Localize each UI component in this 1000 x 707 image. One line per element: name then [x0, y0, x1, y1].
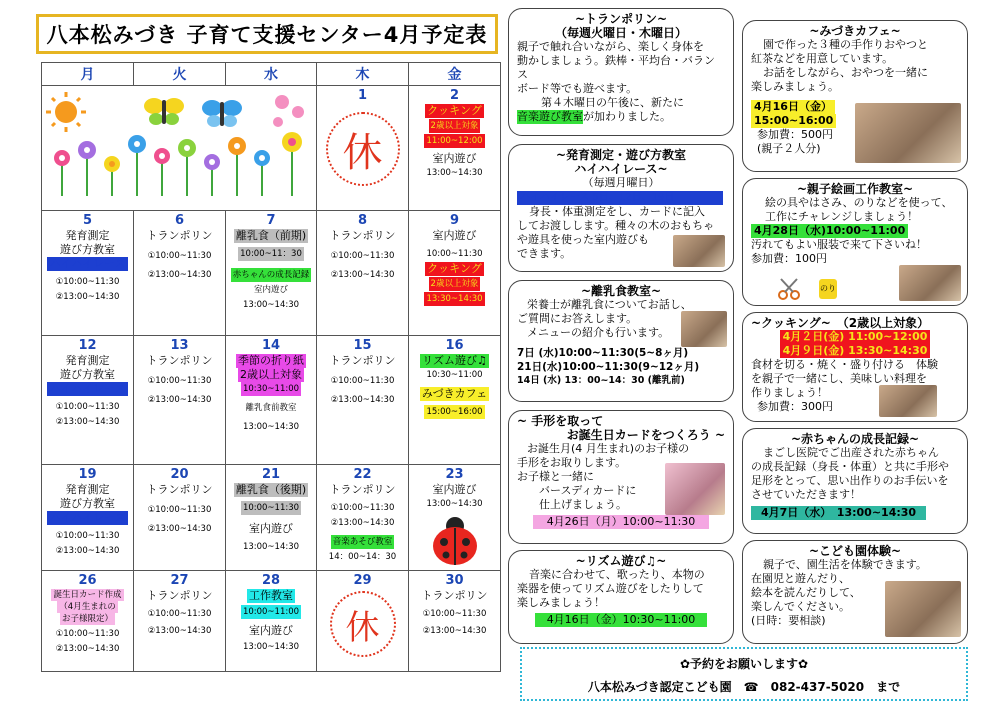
- date-number: 19: [78, 467, 97, 482]
- spring-illustration: [42, 86, 317, 211]
- weekday-wed: 水: [226, 63, 317, 86]
- date-number: 15: [353, 338, 372, 353]
- event-label: 室内遊び: [249, 624, 293, 637]
- glue-icon: のり: [819, 279, 837, 299]
- event-time: 11:00~12:00: [426, 136, 483, 146]
- date-number: 8: [357, 213, 368, 228]
- event-note: お子様限定）: [61, 614, 113, 624]
- event-highlight: ハイハイレース: [49, 382, 126, 395]
- box-text: 音楽に合わせて、歌ったり、本物の: [529, 568, 705, 581]
- box-text: 手形をお取りします。: [517, 456, 627, 469]
- event-time: ①10:00~11:30: [330, 376, 395, 386]
- event-time: 13:00~14:30: [242, 422, 300, 432]
- date-number: 13: [170, 338, 189, 353]
- event-time: ②13:00~14:30: [330, 518, 395, 528]
- box-seicho: [742, 428, 968, 534]
- ladybug-icon: [427, 514, 483, 566]
- day-8: [317, 211, 409, 336]
- box-highlight: 4月16日（金）: [751, 100, 835, 114]
- day-22: [317, 465, 409, 571]
- box-text: 作りましょう！: [751, 386, 828, 399]
- event-time: ②13:00~14:30: [55, 292, 120, 302]
- event-time: ②13:00~14:30: [55, 644, 120, 654]
- box-text: ご質問にお答えします。: [517, 312, 638, 325]
- box-text: 参加費：100円: [751, 252, 827, 265]
- box-title: ~トランポリン~: [574, 12, 668, 26]
- box-highlight: ハイハイレース 5日、12日、19日: [517, 191, 723, 205]
- event-time: 10:30~11:00: [242, 384, 300, 394]
- box-text: 絵の具やはさみ、のりなどを使って、工作にチャレンジしましょう！: [765, 196, 953, 223]
- event-time: 10:00~11:30: [426, 249, 483, 259]
- day-27: [134, 571, 226, 672]
- scissors-icon: [777, 277, 803, 301]
- box-text: バースディカードに: [539, 484, 637, 497]
- box-text: 紅茶などを用意しています。: [751, 52, 894, 65]
- date-number: 16: [445, 338, 464, 353]
- event-note: 2歳以上対象: [430, 121, 479, 131]
- box-text: の成長記録（身長・体重）と共に手形や: [751, 460, 949, 473]
- box-text: 足形をとって、思い出作りのお手伝いを: [751, 474, 949, 487]
- page-title: 八本松みづき 子育て支援センター4月予定表: [36, 14, 498, 54]
- box-highlight: 4月２日(金) 11:00~12:00: [780, 330, 931, 344]
- event-time: 10:00~11:00: [242, 607, 300, 617]
- event-time: ②13:00~14:30: [147, 626, 212, 636]
- event-time: 10:30~11:00: [426, 370, 483, 380]
- box-text: 食材を切る・焼く・盛り付ける 体験: [751, 358, 938, 371]
- event-highlight: 赤ちゃんの成長記録: [232, 270, 310, 280]
- photo-card: [665, 463, 725, 515]
- box-title: お誕生日カードをつくろう ~: [566, 428, 725, 442]
- box-text: 楽しみましょう！: [517, 596, 605, 609]
- date-number: 1: [357, 88, 368, 103]
- calendar: [41, 62, 501, 672]
- date-number: 12: [78, 338, 97, 353]
- day-14: [226, 336, 317, 465]
- event-time: ②13:00~14:30: [55, 417, 120, 427]
- weekday-tue: 火: [134, 63, 226, 86]
- box-highlight: 音楽遊び教室: [517, 110, 583, 123]
- box-highlight: 15:00~16:00: [751, 114, 836, 128]
- box-text: メニューの紹介も行います。: [527, 326, 670, 339]
- box-kodomo: [742, 540, 968, 644]
- event-label: 離乳食前教室: [245, 403, 297, 413]
- event-time: 10:00~11:30: [242, 503, 300, 513]
- box-text: 楽器を使ってリズム遊びをしたりして: [517, 582, 704, 595]
- event-time: ①10:00~11:30: [55, 531, 120, 541]
- event-label: トランポリン: [146, 589, 213, 602]
- event-time: ①10:00~11:30: [330, 251, 395, 261]
- event-label: トランポリン: [329, 483, 396, 496]
- photo-cafe: [855, 103, 961, 163]
- box-text: まごし医院でご出産された赤ちゃん: [763, 446, 939, 459]
- event-label: 室内遊び: [432, 483, 477, 496]
- event-label: トランポリン: [329, 229, 396, 242]
- day-19: [42, 465, 134, 571]
- box-text: できます。: [517, 247, 572, 260]
- reservation-footer: [520, 647, 968, 701]
- event-time: ①10:00~11:30: [55, 277, 120, 287]
- event-time: 15:00~16:00: [426, 407, 483, 417]
- day-21: [226, 465, 317, 571]
- box-text: 動かしましょう。鉄棒・平均台・バランス: [517, 54, 715, 81]
- box-title: ~離乳食教室~: [580, 284, 662, 298]
- date-number: 20: [170, 467, 189, 482]
- box-text: を親子で一緒にし、美味しい料理を: [751, 372, 927, 385]
- date-number: 5: [82, 213, 93, 228]
- box-text: (日時：要相談): [751, 614, 826, 627]
- box-title: ~親子絵画工作教室~: [796, 182, 914, 196]
- box-schedule: 21日(水)10:00~11:30(9~12ヶ月): [517, 361, 700, 373]
- event-time: ②13:00~14:30: [147, 524, 212, 534]
- date-number: 30: [445, 573, 464, 588]
- event-label: 発育測定: [65, 354, 110, 367]
- box-cooking: [742, 312, 968, 422]
- event-label: 室内遊び: [253, 285, 288, 295]
- box-tegata: [508, 410, 734, 544]
- day-2: [409, 86, 501, 211]
- event-highlight: 音楽あそび教室: [332, 537, 393, 547]
- box-cafe: [742, 20, 968, 172]
- event-time: ①10:00~11:30: [147, 609, 212, 619]
- box-text: お子様と一緒に: [517, 470, 594, 483]
- weekday-mon: 月: [42, 63, 134, 86]
- day-30: [409, 571, 501, 672]
- event-label: 発育測定: [65, 229, 110, 242]
- weekday-thu: 木: [317, 63, 409, 86]
- photo-food: [681, 311, 727, 347]
- box-highlight: 4月16日（金）10:30~11:00: [535, 613, 708, 627]
- date-number: 23: [445, 467, 464, 482]
- box-text: 在園児と遊んだり、: [751, 572, 850, 585]
- event-label: トランポリン: [146, 354, 213, 367]
- event-time: ②13:00~14:30: [330, 270, 395, 280]
- day-1: [317, 86, 409, 211]
- box-text: や遊具を使った室内遊びも: [517, 233, 649, 246]
- date-number: 27: [170, 573, 189, 588]
- event-label: トランポリン: [146, 229, 213, 242]
- event-time: ①10:00~11:30: [147, 251, 212, 261]
- day-9: [409, 211, 501, 336]
- date-number: 2: [449, 88, 460, 103]
- event-highlight: 離乳食（前期): [235, 229, 307, 242]
- event-time: ②13:00~14:30: [55, 546, 120, 556]
- box-title: ~赤ちゃんの成長記録~: [790, 432, 920, 446]
- footer-note: ✿予約をお願いします✿: [679, 657, 809, 671]
- photo-kindergarten: [885, 581, 961, 637]
- box-text: 第４木曜日の午後に、新たに: [541, 96, 684, 109]
- event-highlight: リズム遊び♫: [422, 354, 487, 367]
- box-text: 汚れてもよい服装で来て下さいね！: [751, 238, 927, 251]
- event-time: ②13:00~14:30: [147, 395, 212, 405]
- footer-contact: 八本松みづき認定こども園 ☎ 082-437-5020 まで: [587, 680, 901, 694]
- box-rinyu: [508, 280, 734, 402]
- box-trampoline: [508, 8, 734, 136]
- box-title: ~みづきカフェ~: [809, 24, 901, 38]
- day-28: [226, 571, 317, 672]
- event-time: ②13:00~14:30: [422, 626, 487, 636]
- day-16: [409, 336, 501, 465]
- event-time: 13:30~14:30: [426, 294, 483, 304]
- photo-cooking: [879, 385, 937, 417]
- day-7: [226, 211, 317, 336]
- weekday-fri: 金: [409, 63, 501, 86]
- event-highlight: 離乳食（後期): [235, 483, 307, 496]
- date-number: 9: [449, 213, 460, 228]
- event-highlight: ハイハイレース: [49, 511, 126, 524]
- box-text: 親子で、園生活を体験できます。: [763, 558, 927, 571]
- event-time: 13:00~14:30: [426, 168, 483, 178]
- box-schedule: 7日 (水)10:00~11:30(5~8ヶ月): [517, 347, 689, 359]
- event-time: ①10:00~11:30: [147, 376, 212, 386]
- date-number: 21: [261, 467, 281, 482]
- event-label: トランポリン: [329, 354, 396, 367]
- box-hatsuiku: [508, 144, 734, 272]
- date-number: 22: [353, 467, 372, 482]
- day-6: [134, 211, 226, 336]
- box-highlight: 4月7日（水） 13:00~14:30: [751, 506, 926, 520]
- event-note: 2歳以上対象: [240, 368, 302, 381]
- box-highlight: 4月26日（月）10:00~11:30: [533, 515, 710, 529]
- box-text: 親子で触れ合いながら、楽しく身体を: [517, 40, 704, 53]
- box-text: 身長・体重測定をし、カードに記入: [529, 205, 705, 218]
- date-number: 29: [353, 573, 372, 588]
- event-time: ①10:00~11:30: [422, 609, 487, 619]
- box-schedule: 14日 (水) 13：00~14：30 (離乳前): [517, 375, 685, 386]
- box-text: 楽しみましょう。: [751, 80, 839, 93]
- box-rhythm: [508, 550, 734, 644]
- event-label: 遊び方教室: [60, 243, 115, 256]
- box-title: ~リズム遊び♫~: [575, 554, 667, 568]
- box-subtitle: （毎週火曜日・木曜日）: [554, 26, 687, 40]
- box-text: してお渡しします。種々の木のおもちゃ: [517, 219, 715, 232]
- box-text: 参加費：300円: [757, 400, 833, 413]
- event-highlight: 工作教室: [249, 589, 293, 602]
- box-highlight: 4月28日（水)10:00~11:00: [751, 224, 908, 238]
- date-number: 6: [174, 213, 185, 228]
- date-number: 7: [266, 213, 276, 228]
- box-text: させていただきます！: [751, 488, 861, 501]
- box-text: ボード等でも遊べます。: [517, 82, 638, 95]
- box-title: ~こども園体験~: [808, 544, 902, 558]
- box-text: 仕上げましょう。: [539, 498, 627, 511]
- event-note: 2歳以上対象: [430, 279, 479, 289]
- box-text: (親子２人分): [757, 142, 821, 155]
- day-12: [42, 336, 134, 465]
- box-kaiga: [742, 178, 968, 306]
- day-26: [42, 571, 134, 672]
- day-23: [409, 465, 501, 571]
- day-15: [317, 336, 409, 465]
- event-label: トランポリン: [421, 589, 488, 602]
- photo-craft: [899, 265, 961, 301]
- event-highlight: ハイハイレース: [49, 257, 126, 270]
- event-cooking: クッキング: [427, 262, 482, 275]
- box-text: 絵本を読んだりして、: [751, 586, 861, 599]
- box-text: 園で作った３種の手作りおやつと: [763, 38, 928, 51]
- event-time: ②13:00~14:30: [330, 395, 395, 405]
- event-label: 室内遊び: [432, 152, 477, 165]
- event-label: 遊び方教室: [60, 497, 115, 510]
- box-title: ハイハイレース~: [574, 162, 668, 176]
- day-5: [42, 211, 134, 336]
- event-note: （4月生まれの: [59, 602, 116, 612]
- box-text: 楽しんでください。: [751, 600, 850, 613]
- box-text: お話をしながら、おやつを一緒に: [763, 66, 928, 79]
- event-highlight: 誕生日カード作成: [53, 590, 122, 600]
- event-time: 13:00~14:30: [426, 499, 483, 509]
- event-time: 10:00~11：30: [240, 249, 302, 259]
- event-label: 遊び方教室: [60, 368, 115, 381]
- box-title: ~発育測定・遊び方教室: [555, 148, 687, 162]
- box-text: 栄養士が離乳食についてお話し、: [527, 298, 692, 311]
- event-time: ①10:00~11:30: [55, 629, 120, 639]
- day-13: [134, 336, 226, 465]
- box-text: 参加費：500円: [757, 128, 833, 141]
- event-cooking: クッキング: [427, 104, 482, 117]
- day-20: [134, 465, 226, 571]
- event-label: 室内遊び: [432, 229, 477, 242]
- event-time: 13:00~14:30: [242, 642, 300, 652]
- box-title: ~ 手形を取って: [517, 414, 604, 428]
- date-number: 26: [78, 573, 97, 588]
- event-highlight: 季節の折り紙: [238, 354, 304, 367]
- event-time: 14：00~14：30: [328, 552, 397, 562]
- box-text: が加わりました。: [583, 110, 671, 123]
- event-label: 室内遊び: [249, 522, 293, 535]
- photo-playing: [673, 235, 725, 267]
- box-highlight: 4月９日(金) 13:30~14:30: [780, 344, 931, 358]
- event-time: 13:00~14:30: [242, 542, 300, 552]
- closed-mark: 休: [330, 591, 396, 657]
- box-text: お誕生月(4 月生まれ)のお子様の: [527, 442, 690, 455]
- date-number: 14: [261, 338, 281, 353]
- event-time: 13:00~14:30: [242, 300, 300, 310]
- event-time: ②13:00~14:30: [147, 270, 212, 280]
- event-time: ①10:00~11:30: [55, 402, 120, 412]
- flower-garden-icon: [42, 86, 317, 206]
- event-label: 発育測定: [65, 483, 110, 496]
- event-label: トランポリン: [146, 483, 213, 496]
- event-time: ①10:00~11:30: [330, 503, 395, 513]
- event-time: ①10:00~11:30: [147, 505, 212, 515]
- box-subtitle: （毎週月曜日）: [582, 176, 660, 189]
- closed-mark: 休: [326, 112, 400, 186]
- event-highlight: みづきカフェ: [421, 387, 488, 400]
- day-29: [317, 571, 409, 672]
- date-number: 28: [261, 573, 281, 588]
- box-title: ~クッキング~ （2歳以上対象）: [751, 316, 930, 330]
